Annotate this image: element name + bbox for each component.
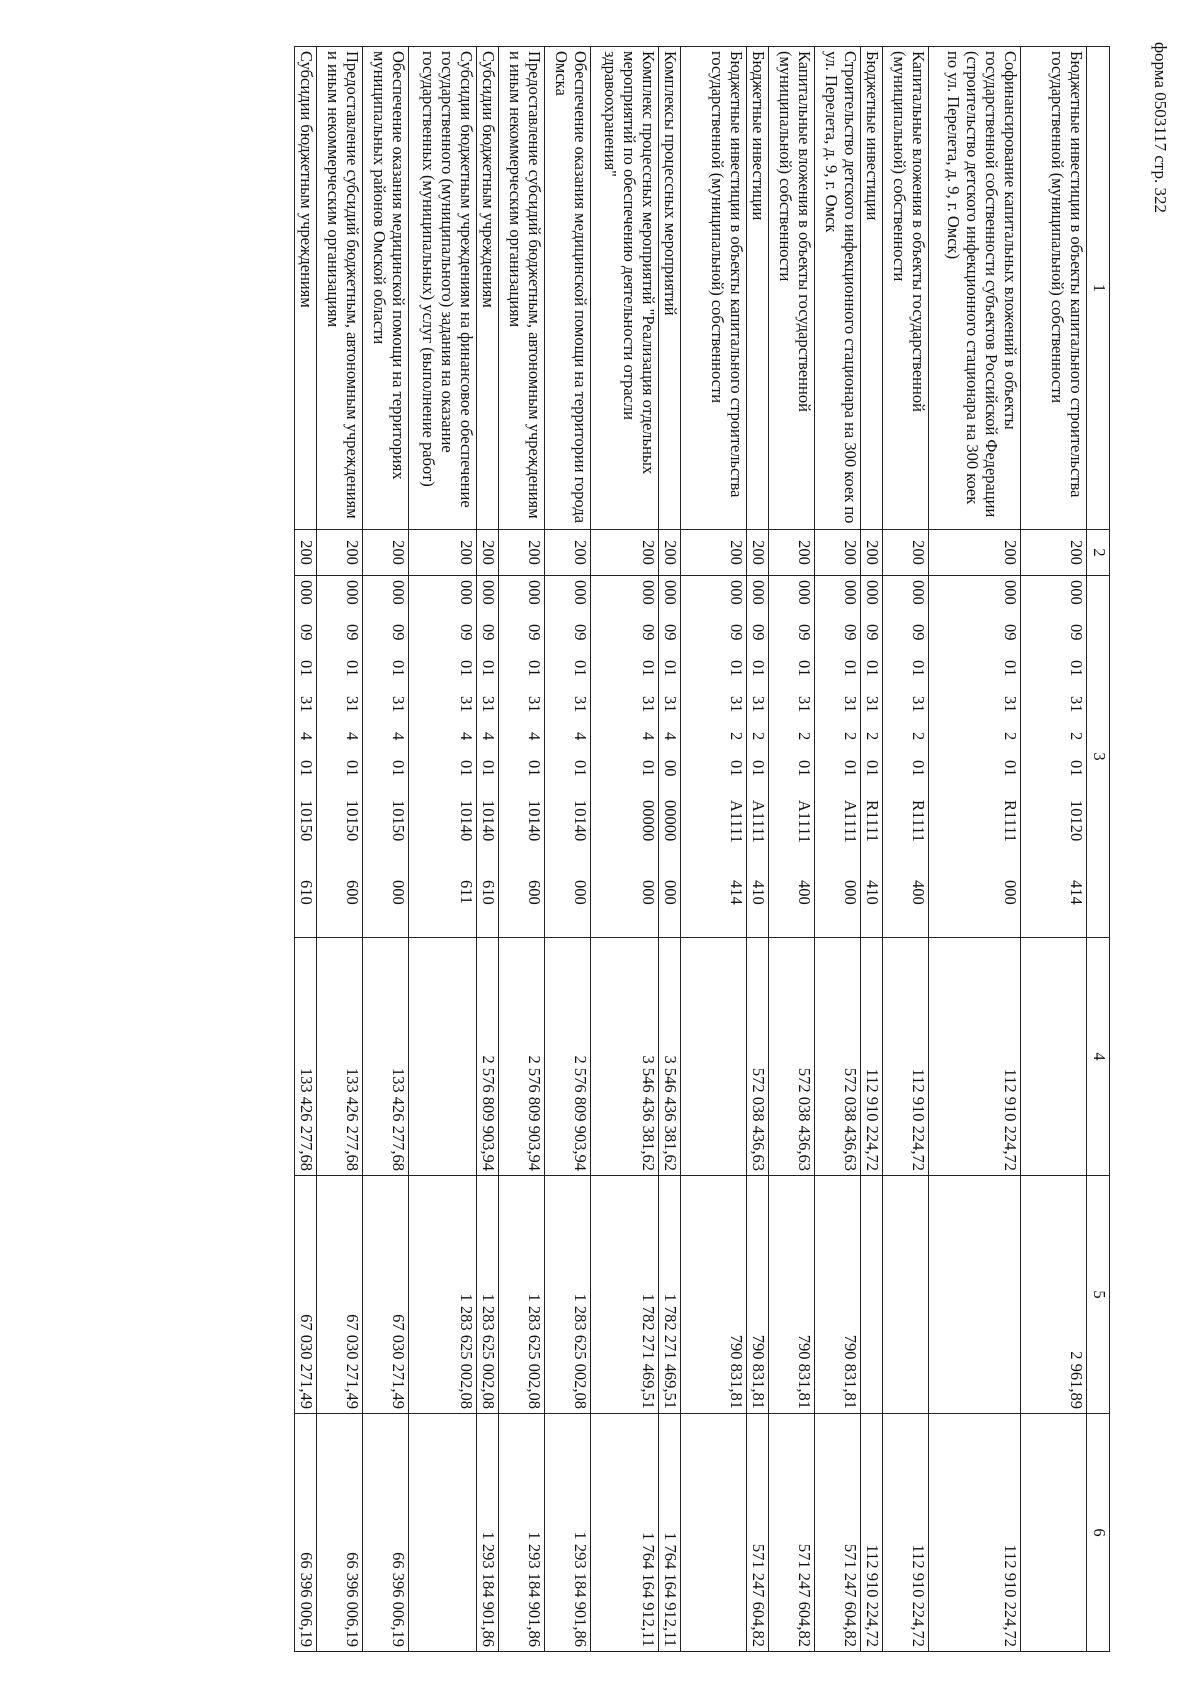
row-name-cell: Предоставление субсидий бюджетным, автономным учреждениям и иным некоммерческим организациям [317, 47, 363, 530]
budget-code-segment: 01 [297, 660, 316, 677]
budget-code-segment: 31 [479, 696, 498, 713]
approved-amount-cell: 133 426 277,68 [317, 938, 363, 1176]
budget-code-segment: 31 [795, 696, 814, 713]
budget-code-segment: 10140 [479, 800, 498, 842]
budget-code-segment: 4 [389, 732, 408, 741]
line-code-cell: 200 [747, 530, 769, 576]
budget-code-segment: R1111 [909, 800, 928, 843]
budget-code-segment: 09 [749, 624, 768, 641]
budget-code-segment: 09 [389, 624, 408, 641]
budget-code-segment: 10140 [525, 800, 544, 842]
row-name-cell: Субсидии бюджетным учреждениям [477, 47, 499, 530]
budget-code-cell [929, 576, 1021, 938]
approved-amount-cell: 112 910 224,72 [883, 938, 929, 1176]
budget-code-segment: 01 [571, 660, 590, 677]
line-code-cell: 200 [295, 530, 317, 576]
budget-code-segment: 01 [863, 660, 882, 677]
row-name-cell: Субсидии бюджетным учреждениям на финансовое обеспечение государственного (муниципального) задания на оказание государственных (муниципальных) услуг (выполнение работ) [409, 47, 477, 530]
budget-code-segment: A1111 [727, 800, 746, 844]
row-name-cell: Субсидии бюджетным учреждениям [295, 47, 317, 530]
budget-code-segment: 01 [749, 660, 768, 677]
form-page-label: форма 0503117 стр. 322 [1151, 42, 1170, 213]
budget-code-segment: 000 [479, 580, 498, 605]
budget-code-segment: 000 [389, 580, 408, 605]
line-code-cell: 200 [861, 530, 883, 576]
budget-code-segment: 4 [639, 732, 658, 741]
budget-code-segment: 01 [795, 660, 814, 677]
budget-code-cell [769, 576, 815, 938]
executed-amount-cell: 790 831,81 [769, 1176, 815, 1414]
budget-code-segment: 01 [1001, 760, 1020, 777]
budget-code-cell [659, 576, 681, 938]
budget-code-segment: 31 [389, 696, 408, 713]
table-row [929, 47, 1021, 1652]
budget-code-segment: 000 [1001, 580, 1020, 605]
executed-amount-cell: 1 283 625 002,08 [409, 1176, 477, 1414]
budget-code-segment: 31 [343, 696, 362, 713]
budget-code-segment: 000 [297, 580, 316, 605]
budget-code-segment: 000 [1067, 580, 1086, 605]
table-body [295, 47, 1087, 1652]
budget-code-segment: 31 [841, 696, 860, 713]
approved-amount-cell: 133 426 277,68 [295, 938, 317, 1176]
line-code-cell: 200 [499, 530, 545, 576]
remaining-amount-cell: 571 247 604,82 [769, 1414, 815, 1652]
row-name-cell: Обеспечение оказания медицинской помощи на территории города Омска [545, 47, 591, 530]
table-row [861, 47, 883, 1652]
line-code-cell: 200 [409, 530, 477, 576]
budget-code-segment: 10150 [389, 800, 408, 842]
budget-code-segment: 01 [525, 760, 544, 777]
line-code-cell: 200 [929, 530, 1021, 576]
budget-code-segment: 000 [749, 580, 768, 605]
remaining-amount-cell: 571 247 604,82 [747, 1414, 769, 1652]
budget-code-segment: 610 [479, 880, 498, 905]
budget-code-cell [883, 576, 929, 938]
approved-amount-cell: 572 038 436,63 [769, 938, 815, 1176]
approved-amount-cell: 572 038 436,63 [747, 938, 769, 1176]
budget-code-segment: 01 [841, 760, 860, 777]
budget-code-segment: 01 [343, 660, 362, 677]
budget-code-segment: 01 [389, 660, 408, 677]
budget-code-segment: 31 [661, 696, 680, 713]
budget-code-segment: 610 [297, 880, 316, 905]
remaining-amount-cell: 112 910 224,72 [861, 1414, 883, 1652]
budget-code-segment: 09 [571, 624, 590, 641]
table-row [409, 47, 477, 1652]
budget-code-segment: A1111 [749, 800, 768, 844]
budget-code-cell [1021, 576, 1087, 938]
table-row [545, 47, 591, 1652]
budget-code-segment: 01 [297, 760, 316, 777]
budget-code-segment: 31 [525, 696, 544, 713]
budget-code-segment: 000 [661, 580, 680, 605]
approved-amount-cell: 3 546 436 381,62 [659, 938, 681, 1176]
executed-amount-cell: 1 782 271 469,51 [659, 1176, 681, 1414]
budget-code-segment: 09 [863, 624, 882, 641]
approved-amount-cell: 2 576 809 903,94 [545, 938, 591, 1176]
budget-code-segment: 01 [479, 660, 498, 677]
budget-code-cell [591, 576, 659, 938]
budget-code-segment: 01 [795, 760, 814, 777]
approved-amount-cell: 112 910 224,72 [929, 938, 1021, 1176]
executed-amount-cell: 67 030 271,49 [317, 1176, 363, 1414]
budget-code-cell [545, 576, 591, 938]
row-name-cell: Обеспечение оказания медицинской помощи на территориях муниципальных районов Омской области [363, 47, 409, 530]
budget-code-segment: 410 [749, 880, 768, 905]
table-row [363, 47, 409, 1652]
line-code-cell: 200 [477, 530, 499, 576]
remaining-amount-cell: 1 764 164 912,11 [659, 1414, 681, 1652]
budget-code-segment: 01 [639, 760, 658, 777]
budget-execution-table [294, 46, 1110, 1652]
budget-code-segment: 00 [661, 760, 680, 777]
budget-code-segment: 000 [343, 580, 362, 605]
budget-code-segment: 01 [389, 760, 408, 777]
budget-code-segment: 31 [457, 696, 476, 713]
budget-code-segment: 09 [457, 624, 476, 641]
budget-code-segment: 31 [571, 696, 590, 713]
table-row [883, 47, 929, 1652]
column-header: 1 [1087, 47, 1110, 530]
budget-code-segment: 000 [639, 580, 658, 605]
budget-code-segment: A1111 [841, 800, 860, 844]
remaining-amount-cell: 1 293 184 901,86 [477, 1414, 499, 1652]
remaining-amount-cell: 66 396 006,19 [317, 1414, 363, 1652]
budget-code-segment: 01 [479, 760, 498, 777]
budget-code-segment: 000 [389, 880, 408, 905]
budget-code-segment: 000 [795, 580, 814, 605]
budget-code-segment: 000 [571, 580, 590, 605]
table-row [295, 47, 317, 1652]
budget-code-segment: 2 [795, 732, 814, 741]
budget-code-segment: 01 [863, 760, 882, 777]
executed-amount-cell: 67 030 271,49 [363, 1176, 409, 1414]
budget-code-segment: 01 [457, 760, 476, 777]
budget-code-segment: 01 [1001, 660, 1020, 677]
approved-amount-cell [1021, 938, 1087, 1176]
budget-code-segment: A1111 [795, 800, 814, 844]
column-header: 6 [1087, 1414, 1110, 1652]
budget-code-segment: 4 [571, 732, 590, 741]
budget-code-segment: 31 [863, 696, 882, 713]
budget-code-segment: 09 [479, 624, 498, 641]
table-row [769, 47, 815, 1652]
remaining-amount-cell [681, 1414, 747, 1652]
budget-code-segment: 000 [639, 880, 658, 905]
budget-code-segment: 31 [909, 696, 928, 713]
budget-code-segment: 01 [661, 660, 680, 677]
budget-code-segment: 4 [297, 732, 316, 741]
budget-code-segment: 10150 [297, 800, 316, 842]
budget-code-segment: 09 [525, 624, 544, 641]
approved-amount-cell: 572 038 436,63 [815, 938, 861, 1176]
budget-code-segment: 09 [661, 624, 680, 641]
budget-code-segment: 2 [1067, 732, 1086, 741]
line-code-cell: 200 [545, 530, 591, 576]
executed-amount-cell: 1 782 271 469,51 [591, 1176, 659, 1414]
budget-code-segment: 611 [457, 880, 476, 905]
budget-code-segment: 2 [863, 732, 882, 741]
budget-code-segment: 414 [1067, 880, 1086, 905]
budget-code-cell [815, 576, 861, 938]
executed-amount-cell: 1 283 625 002,08 [499, 1176, 545, 1414]
approved-amount-cell: 2 576 809 903,94 [499, 938, 545, 1176]
row-name-cell: Бюджетные инвестиции в объекты капитального строительства государственной (муниципальной) собственности [1021, 47, 1087, 530]
table-row [317, 47, 363, 1652]
budget-code-cell [681, 576, 747, 938]
budget-code-segment: R1111 [1001, 800, 1020, 843]
budget-code-segment: 4 [457, 732, 476, 741]
remaining-amount-cell: 1 293 184 901,86 [545, 1414, 591, 1652]
budget-code-segment: 01 [749, 760, 768, 777]
budget-code-cell [499, 576, 545, 938]
budget-code-segment: 01 [1067, 660, 1086, 677]
budget-code-segment: 000 [841, 880, 860, 905]
budget-code-cell [861, 576, 883, 938]
approved-amount-cell: 3 546 436 381,62 [591, 938, 659, 1176]
row-name-cell: Капитальные вложения в объекты государственной (муниципальной) собственности [769, 47, 815, 530]
budget-code-segment: 000 [863, 580, 882, 605]
budget-code-segment: 01 [727, 660, 746, 677]
budget-code-segment: 000 [661, 880, 680, 905]
remaining-amount-cell: 112 910 224,72 [883, 1414, 929, 1652]
budget-code-segment: 01 [343, 760, 362, 777]
budget-code-cell [363, 576, 409, 938]
executed-amount-cell: 2 961,89 [1021, 1176, 1087, 1414]
table-row [499, 47, 545, 1652]
budget-code-segment: 000 [841, 580, 860, 605]
line-code-cell: 200 [815, 530, 861, 576]
budget-code-segment: 10140 [457, 800, 476, 842]
budget-code-segment: 09 [909, 624, 928, 641]
budget-code-segment: 09 [841, 624, 860, 641]
budget-code-segment: 09 [1067, 624, 1086, 641]
budget-code-segment: 2 [909, 732, 928, 741]
row-name-cell: Предоставление субсидий бюджетным, автономным учреждениям и иным некоммерческим организациям [499, 47, 545, 530]
line-code-cell: 200 [363, 530, 409, 576]
budget-code-segment: R1111 [863, 800, 882, 843]
approved-amount-cell [681, 938, 747, 1176]
column-header: 3 [1087, 576, 1110, 938]
remaining-amount-cell: 66 396 006,19 [295, 1414, 317, 1652]
budget-code-segment: 400 [909, 880, 928, 905]
budget-code-segment: 09 [727, 624, 746, 641]
budget-code-cell [317, 576, 363, 938]
budget-code-segment: 01 [457, 660, 476, 677]
budget-code-segment: 01 [909, 660, 928, 677]
budget-code-cell [409, 576, 477, 938]
row-name-cell: Бюджетные инвестиции в объекты капитального строительства государственной (муниципальной) собственности [681, 47, 747, 530]
approved-amount-cell: 2 576 809 903,94 [477, 938, 499, 1176]
line-code-cell: 200 [769, 530, 815, 576]
budget-code-segment: 09 [1001, 624, 1020, 641]
executed-amount-cell: 1 283 625 002,08 [477, 1176, 499, 1414]
executed-amount-cell: 790 831,81 [681, 1176, 747, 1414]
table-row [681, 47, 747, 1652]
remaining-amount-cell: 1 293 184 901,86 [499, 1414, 545, 1652]
approved-amount-cell [409, 938, 477, 1176]
executed-amount-cell: 790 831,81 [815, 1176, 861, 1414]
budget-code-segment: 000 [571, 880, 590, 905]
line-code-cell: 200 [1021, 530, 1087, 576]
budget-code-segment: 4 [343, 732, 362, 741]
row-name-cell: Строительство детского инфекционного стационара на 300 коек по ул. Перелета, д. 9, г. Омск [815, 47, 861, 530]
budget-code-segment: 4 [661, 732, 680, 741]
table-row [659, 47, 681, 1652]
executed-amount-cell [883, 1176, 929, 1414]
budget-code-segment: 01 [727, 760, 746, 777]
budget-code-segment: 000 [525, 580, 544, 605]
budget-code-segment: 10150 [343, 800, 362, 842]
remaining-amount-cell [409, 1414, 477, 1652]
budget-code-segment: 31 [1001, 696, 1020, 713]
row-name-cell: Капитальные вложения в объекты государственной (муниципальной) собственности [883, 47, 929, 530]
remaining-amount-cell [1021, 1414, 1087, 1652]
row-name-cell: Бюджетные инвестиции [747, 47, 769, 530]
budget-code-segment: 600 [525, 880, 544, 905]
column-header: 5 [1087, 1176, 1110, 1414]
budget-code-segment: 2 [749, 732, 768, 741]
budget-code-segment: 01 [525, 660, 544, 677]
budget-code-segment: 31 [727, 696, 746, 713]
executed-amount-cell: 1 283 625 002,08 [545, 1176, 591, 1414]
line-code-cell: 200 [883, 530, 929, 576]
line-code-cell: 200 [659, 530, 681, 576]
budget-code-cell [747, 576, 769, 938]
budget-code-segment: 000 [1001, 880, 1020, 905]
budget-code-segment: 4 [525, 732, 544, 741]
approved-amount-cell: 112 910 224,72 [861, 938, 883, 1176]
budget-code-segment: 00000 [661, 800, 680, 842]
row-name-cell: Комплекс процессных мероприятий "Реализация отдельных мероприятий по обеспечению деятельности отрасли здравоохранения" [591, 47, 659, 530]
budget-code-segment: 000 [457, 580, 476, 605]
budget-code-segment: 2 [1001, 732, 1020, 741]
budget-code-segment: 2 [727, 732, 746, 741]
table-row [591, 47, 659, 1652]
executed-amount-cell [929, 1176, 1021, 1414]
budget-code-segment: 01 [909, 760, 928, 777]
budget-code-segment: 400 [795, 880, 814, 905]
budget-code-segment: 09 [795, 624, 814, 641]
budget-code-segment: 414 [727, 880, 746, 905]
budget-code-segment: 01 [841, 660, 860, 677]
column-number-row [1087, 47, 1110, 1652]
remaining-amount-cell: 571 247 604,82 [815, 1414, 861, 1652]
budget-code-segment: 000 [909, 580, 928, 605]
report-table-wrapper [110, 46, 1110, 1651]
line-code-cell: 200 [591, 530, 659, 576]
table-row [815, 47, 861, 1652]
budget-code-segment: 31 [749, 696, 768, 713]
budget-code-segment: 09 [343, 624, 362, 641]
remaining-amount-cell: 112 910 224,72 [929, 1414, 1021, 1652]
budget-code-segment: 600 [343, 880, 362, 905]
remaining-amount-cell: 1 764 164 912,11 [591, 1414, 659, 1652]
table-row [1021, 47, 1087, 1652]
budget-code-segment: 01 [1067, 760, 1086, 777]
budget-code-segment: 09 [297, 624, 316, 641]
remaining-amount-cell: 66 396 006,19 [363, 1414, 409, 1652]
budget-code-segment: 01 [639, 660, 658, 677]
budget-code-segment: 000 [727, 580, 746, 605]
budget-code-segment: 410 [863, 880, 882, 905]
budget-code-segment: 31 [297, 696, 316, 713]
table-row [477, 47, 499, 1652]
budget-code-cell [477, 576, 499, 938]
row-name-cell: Комплексы процессных мероприятий [659, 47, 681, 530]
executed-amount-cell: 67 030 271,49 [295, 1176, 317, 1414]
executed-amount-cell: 790 831,81 [747, 1176, 769, 1414]
budget-code-segment: 31 [1067, 696, 1086, 713]
column-header: 4 [1087, 938, 1110, 1176]
budget-code-segment: 31 [639, 696, 658, 713]
row-name-cell: Софинансирование капитальных вложений в объекты государственной собственности субъектов Российской Федерации (строительство детского инфекционного стационара на 300 коек по ул. Перелета, д. 9, г. Омск) [929, 47, 1021, 530]
table-row [747, 47, 769, 1652]
row-name-cell: Бюджетные инвестиции [861, 47, 883, 530]
budget-code-segment: 01 [571, 760, 590, 777]
budget-code-segment: 10140 [571, 800, 590, 842]
executed-amount-cell [861, 1176, 883, 1414]
line-code-cell: 200 [681, 530, 747, 576]
approved-amount-cell: 133 426 277,68 [363, 938, 409, 1176]
budget-code-segment: 10120 [1067, 800, 1086, 842]
column-header: 2 [1087, 530, 1110, 576]
budget-code-segment: 00000 [639, 800, 658, 842]
line-code-cell: 200 [317, 530, 363, 576]
budget-code-segment: 4 [479, 732, 498, 741]
budget-code-segment: 09 [639, 624, 658, 641]
budget-code-segment: 2 [841, 732, 860, 741]
budget-code-cell [295, 576, 317, 938]
